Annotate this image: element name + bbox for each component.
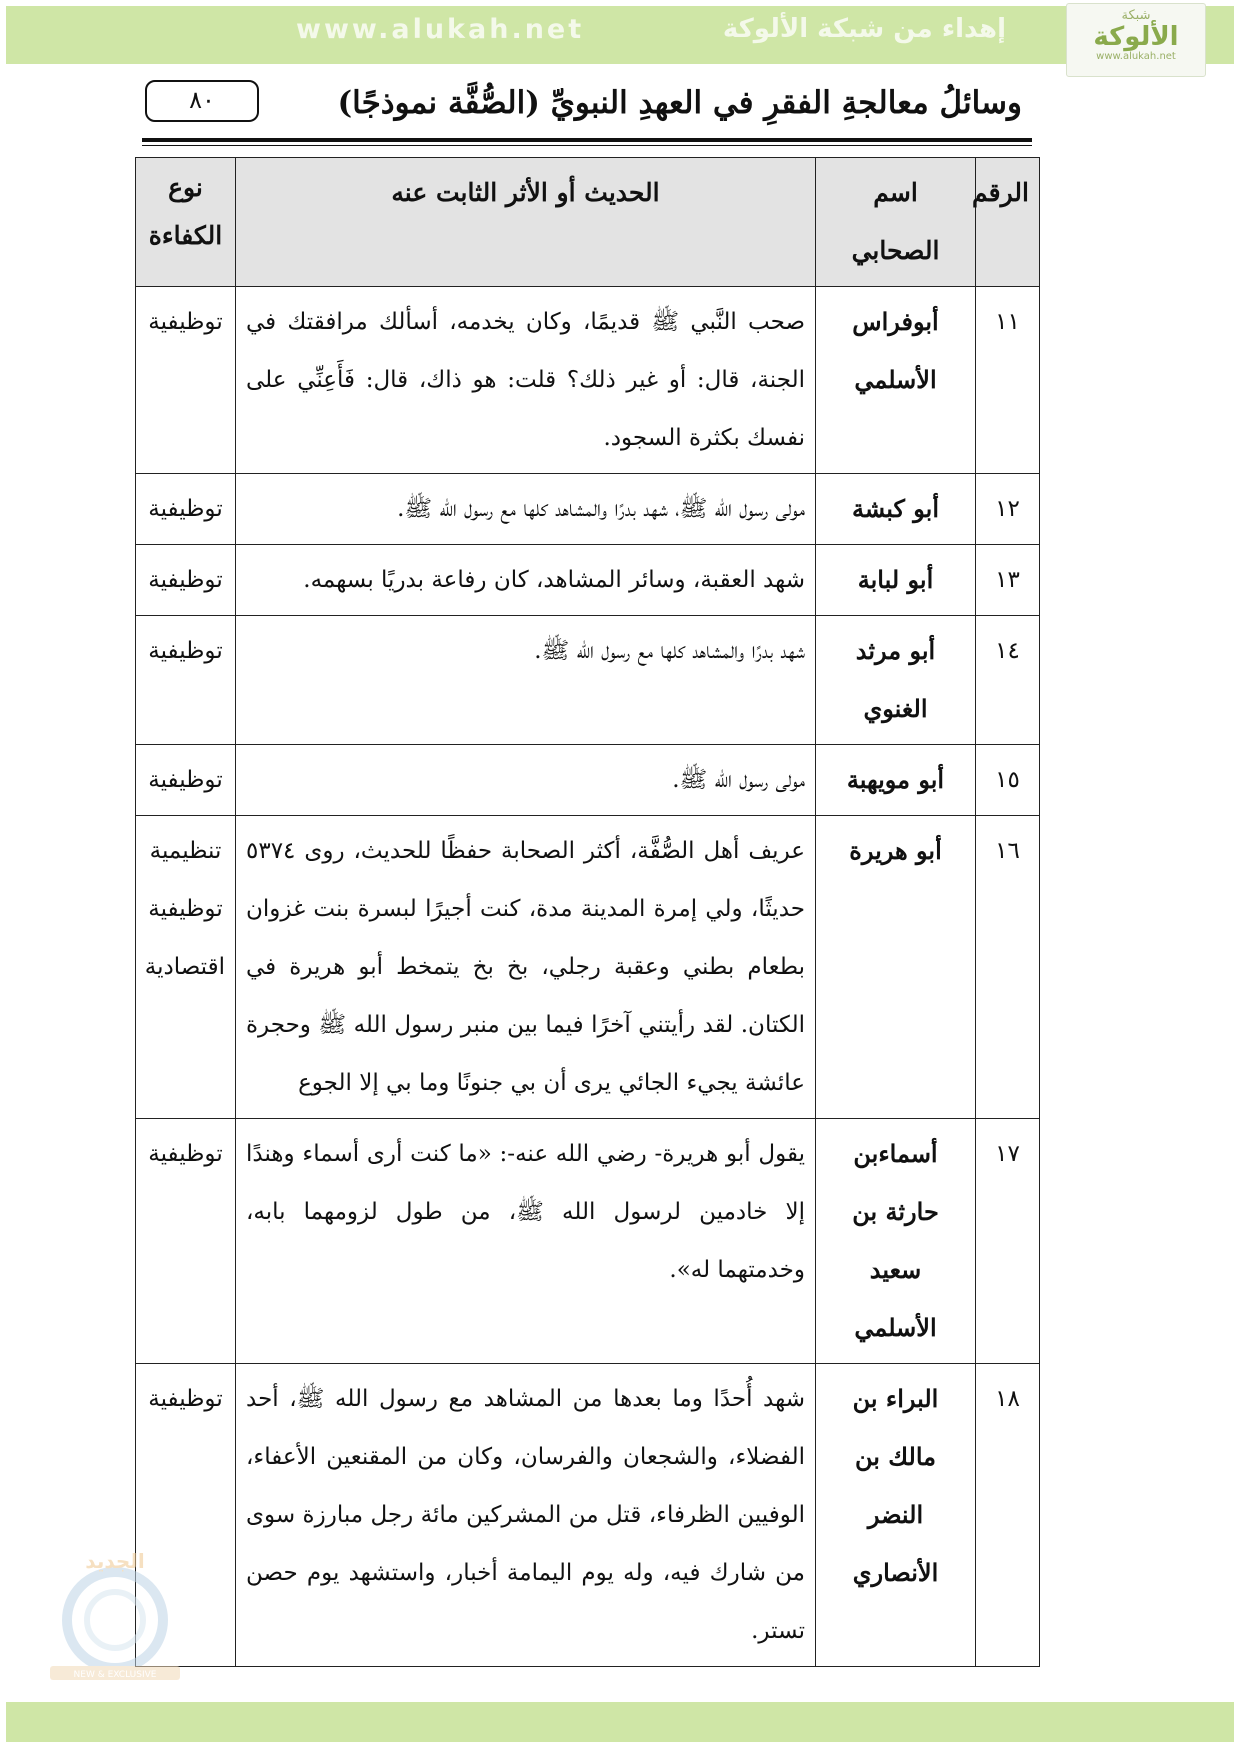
alukah-logo <box>1066 3 1206 77</box>
header-num: الرقم <box>976 158 1040 287</box>
table-row <box>136 474 1040 545</box>
table-row <box>136 616 1040 745</box>
competency-type <box>136 616 236 745</box>
companion-name: أبوفراس الأسلمي <box>816 287 976 474</box>
companion-name: أسماءبن حارثة بن سعيد الأسلمي <box>816 1119 976 1364</box>
competency-type-item: توظيفية <box>148 567 223 593</box>
header-name: اسم الصحابي <box>816 158 976 287</box>
banner-url[interactable]: www.alukah.net <box>296 14 585 45</box>
competency-type-item: توظيفية <box>148 309 223 335</box>
header-rule-thin <box>142 145 1032 146</box>
hadith-text: مولى رسول الله ﷺ، شهد بدرًا والمشاهد كلها مع رسول الله ﷺ. <box>236 474 816 545</box>
row-number: ١٥ <box>976 745 1040 816</box>
competency-type <box>136 545 236 616</box>
competency-type-item: تنظيمية <box>149 838 222 864</box>
table-header-row <box>136 158 1040 287</box>
badge-top-text: الجديد <box>85 1549 145 1573</box>
logo-main-text: الألوكة <box>1093 22 1179 52</box>
page-number: ٨٠ <box>145 80 259 122</box>
hadith-text: شهد بدرًا والمشاهد كلها مع رسول الله ﷺ. <box>236 616 816 745</box>
logo-url-text: www.alukah.net <box>1096 51 1176 62</box>
competency-type <box>136 474 236 545</box>
competency-type-item: توظيفية <box>148 496 223 522</box>
competency-type-item: توظيفية <box>148 767 223 793</box>
header-type: نوع الكفاءة <box>136 158 236 287</box>
banner-gift-text: إهداء من شبكة الألوكة <box>722 14 1006 44</box>
row-number: ١٤ <box>976 616 1040 745</box>
table-body <box>136 287 1040 1667</box>
logo-small-text: شبكة <box>1121 8 1151 23</box>
table-row <box>136 287 1040 474</box>
companion-name: أبو كبشة <box>816 474 976 545</box>
companion-name: أبو مرثد الغنوي <box>816 616 976 745</box>
table-row <box>136 1364 1040 1667</box>
hadith-text: يقول أبو هريرة- رضي الله عنه-: «ما كنت أرى أسماء وهندًا إلا خادمين لرسول الله ﷺ، من طول لزومهما بابه، وخدمتهما له». <box>236 1119 816 1364</box>
hadith-text: شهد أُحدًا وما بعدها من المشاهد مع رسول الله ﷺ، أحد الفضلاء، والشجعان والفرسان، وكان من المقنعين الأعفاء، الوفيين الظرفاء، قتل من المشركين مائة رجل مبارزة سوى من شارك فيه، وله يوم اليمامة أخبار، واستشهد يوم حصن تستر. <box>236 1364 816 1667</box>
row-number: ١٣ <box>976 545 1040 616</box>
competency-type-item: توظيفية <box>148 1141 223 1167</box>
header-text: الحديث أو الأثر الثابت عنه <box>236 158 816 287</box>
new-exclusive-badge-icon <box>40 1540 190 1690</box>
companions-table <box>135 157 1040 1667</box>
companion-name: البراء بن مالك بن النضر الأنصاري <box>816 1364 976 1667</box>
competency-type <box>136 287 236 474</box>
competency-type <box>136 816 236 1119</box>
competency-type <box>136 745 236 816</box>
row-number: ١١ <box>976 287 1040 474</box>
competency-type-item: توظيفية <box>148 638 223 664</box>
table-row <box>136 816 1040 1119</box>
page-title: وسائلُ معالجةِ الفقرِ في العهدِ النبويِّ (الصُّفَّة نموذجًا) <box>337 85 1022 121</box>
footer-bar <box>6 1702 1234 1742</box>
top-banner <box>6 6 1234 64</box>
competency-type-item: توظيفية <box>148 896 223 922</box>
competency-type-item: اقتصادية <box>144 954 225 980</box>
row-number: ١٢ <box>976 474 1040 545</box>
row-number: ١٧ <box>976 1119 1040 1364</box>
row-number: ١٨ <box>976 1364 1040 1667</box>
hadith-text: صحب النَّبي ﷺ قديمًا، وكان يخدمه، أسألك مرافقتك في الجنة، قال: أو غير ذلك؟ قلت: هو ذاك، قال: فَأَعِنِّي على نفسك بكثرة السجود. <box>236 287 816 474</box>
companion-name: أبو هريرة <box>816 816 976 1119</box>
competency-type <box>136 1119 236 1364</box>
companion-name: أبو مويهبة <box>816 745 976 816</box>
hadith-text: مولى رسول الله ﷺ. <box>236 745 816 816</box>
table-row <box>136 545 1040 616</box>
badge-bottom-text: NEW & EXCLUSIVE <box>73 1670 157 1680</box>
header-rule-thick <box>142 138 1032 142</box>
competency-type-item: توظيفية <box>148 1386 223 1412</box>
hadith-text: عريف أهل الصُّفَّة، أكثر الصحابة حفظًا للحديث، روى ٥٣٧٤ حديثًا، ولي إمرة المدينة مدة، كنت أجيرًا لبسرة بنت غزوان بطعام بطني وعقبة رجلي، بخ بخ يتمخط أبو هريرة في الكتان. لقد رأيتني آخرًا فيما بين منبر رسول الله ﷺ وحجرة عائشة يجيء الجائي يرى أن بي جنونًا وما بي إلا الجوع <box>236 816 816 1119</box>
table-row <box>136 1119 1040 1364</box>
row-number: ١٦ <box>976 816 1040 1119</box>
companion-name: أبو لبابة <box>816 545 976 616</box>
hadith-text: شهد العقبة، وسائر المشاهد، كان رفاعة بدريًا بسهمه. <box>236 545 816 616</box>
table-row <box>136 745 1040 816</box>
